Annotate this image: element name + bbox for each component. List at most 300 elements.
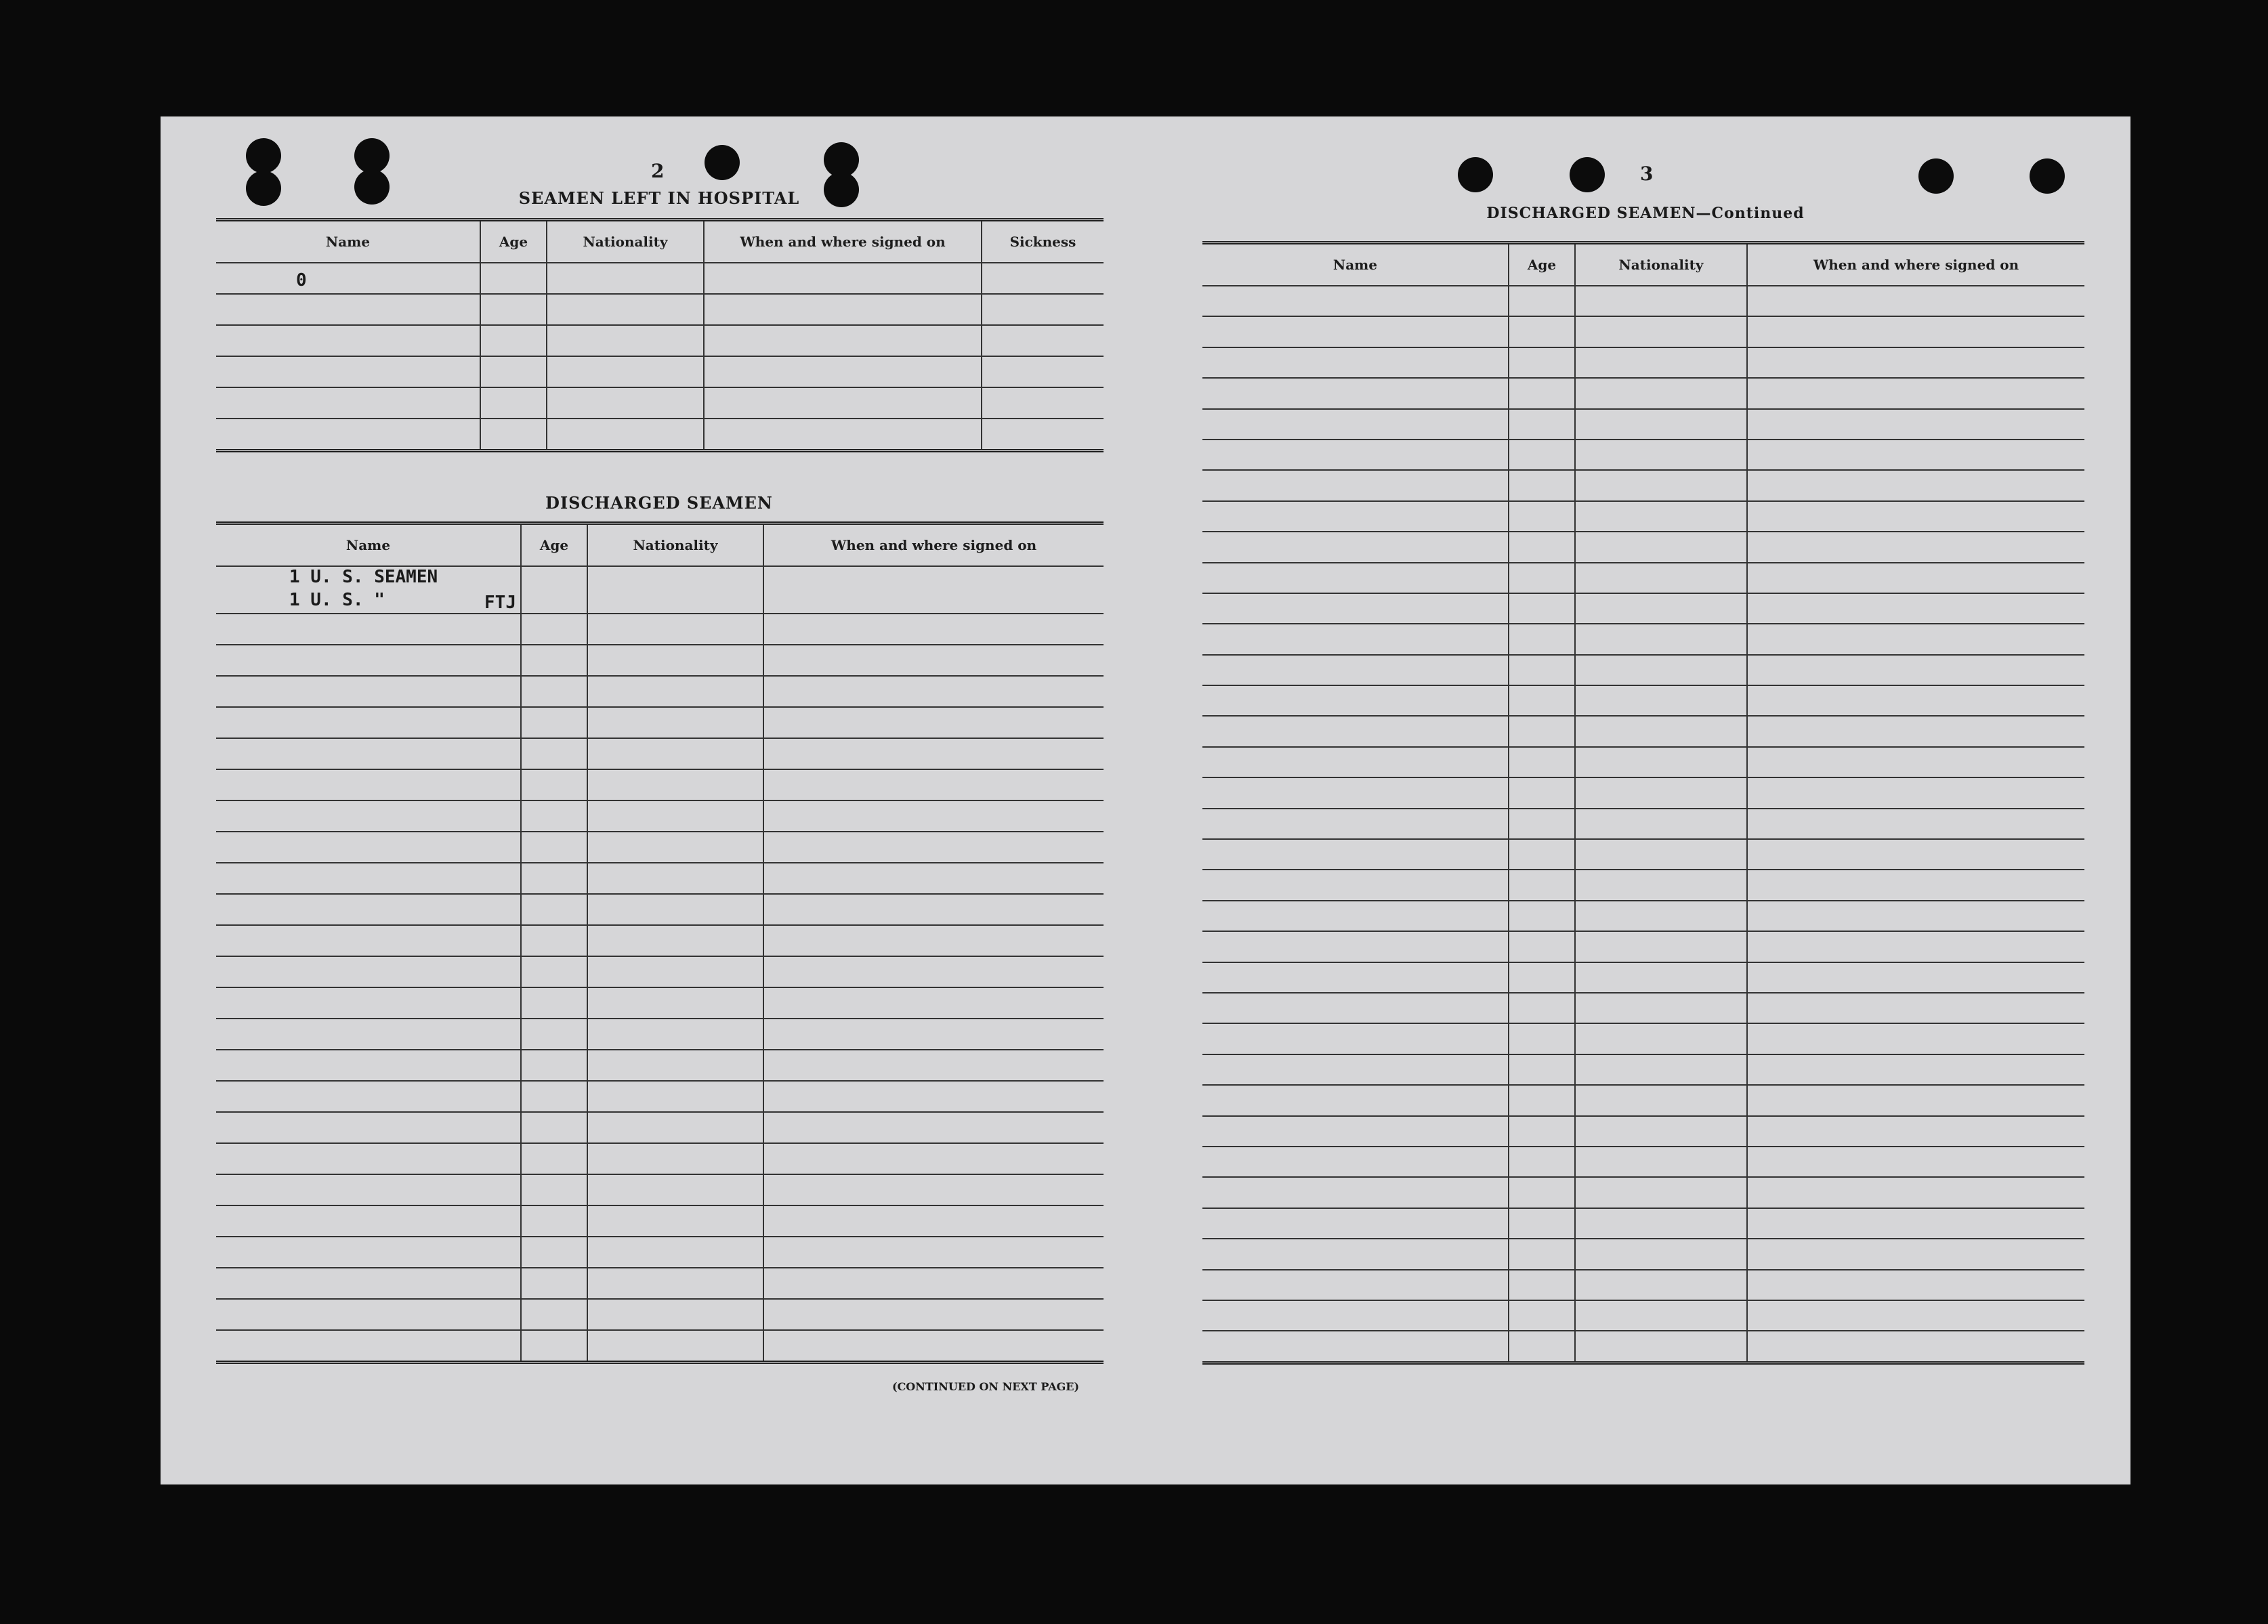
- nationality-cell: [1575, 655, 1747, 685]
- nationality-cell: [587, 1205, 763, 1237]
- table-row: [216, 676, 1104, 707]
- name-cell: [1202, 378, 1509, 408]
- nationality-cell: [1575, 1023, 1747, 1054]
- nationality-cell: [1575, 901, 1747, 931]
- nationality-cell: [587, 863, 763, 894]
- signed-on-cell: [1747, 777, 2084, 808]
- sickness-cell: [982, 263, 1104, 294]
- age-cell: [1509, 1116, 1575, 1147]
- age-cell: [521, 863, 587, 894]
- table-row: [1202, 1054, 2084, 1085]
- punch-hole: [1458, 157, 1493, 192]
- table-row: [1202, 716, 2084, 746]
- table-row: [1202, 685, 2084, 716]
- nationality-cell: [587, 925, 763, 956]
- table-row: [1202, 1147, 2084, 1177]
- signed-on-cell: [1747, 501, 2084, 532]
- discharged-continued-title: DISCHARGED SEAMEN—Continued: [1486, 205, 1805, 222]
- age-cell: [1509, 1208, 1575, 1239]
- nationality-cell: [587, 1050, 763, 1081]
- age-cell: [1509, 777, 1575, 808]
- nationality-cell: [587, 1081, 763, 1112]
- nationality-cell: [1575, 1300, 1747, 1331]
- name-cell: [1202, 1331, 1509, 1363]
- name-cell: [1202, 1023, 1509, 1054]
- age-cell: [521, 707, 587, 738]
- age-cell: [521, 769, 587, 800]
- nationality-cell: [1575, 777, 1747, 808]
- signed-on-cell: [763, 1019, 1104, 1050]
- signed-on-cell: [1747, 532, 2084, 562]
- signed-on-cell: [1747, 440, 2084, 470]
- nationality-cell: [587, 707, 763, 738]
- name-cell: [1202, 593, 1509, 624]
- column-header-nationality: Nationality: [1575, 243, 1747, 286]
- punch-hole: [705, 145, 740, 180]
- signed-on-cell: [1747, 378, 2084, 408]
- age-cell: [1509, 1023, 1575, 1054]
- nationality-cell: [587, 769, 763, 800]
- signed-on-cell: [1747, 1023, 2084, 1054]
- nationality-cell: [1575, 593, 1747, 624]
- name-cell: [1202, 839, 1509, 870]
- column-header-age: Age: [480, 220, 547, 263]
- signed-on-cell: [704, 294, 982, 325]
- age-cell: [521, 800, 587, 832]
- age-cell: [521, 1268, 587, 1299]
- hospital-section-title: SEAMEN LEFT IN HOSPITAL: [518, 188, 800, 208]
- name-cell: [1202, 1270, 1509, 1300]
- age-cell: [521, 566, 587, 590]
- name-cell: [1202, 1177, 1509, 1208]
- punch-hole: [1570, 157, 1605, 192]
- punch-hole: [824, 172, 859, 207]
- nationality-cell: [1575, 716, 1747, 746]
- nationality-cell: [1575, 685, 1747, 716]
- nationality-cell: [1575, 1054, 1747, 1085]
- table-row: [1202, 747, 2084, 777]
- age-cell: [521, 956, 587, 987]
- signed-on-cell: [763, 1143, 1104, 1174]
- name-cell: [1202, 409, 1509, 440]
- age-cell: [1509, 1177, 1575, 1208]
- age-cell: [521, 1112, 587, 1143]
- nationality-cell: [1575, 563, 1747, 593]
- signed-on-cell: [1747, 993, 2084, 1023]
- age-cell: [1509, 316, 1575, 347]
- table-row: [1202, 1177, 2084, 1208]
- table-row: [216, 263, 1104, 294]
- signed-on-cell: [1747, 716, 2084, 746]
- name-cell: [1202, 1085, 1509, 1115]
- age-cell: [1509, 1300, 1575, 1331]
- table-row: [216, 645, 1104, 676]
- name-cell: [216, 987, 521, 1019]
- age-cell: [1509, 655, 1575, 685]
- column-header-signed-on: When and where signed on: [763, 523, 1104, 567]
- signed-on-cell: [1747, 1239, 2084, 1269]
- sickness-cell: [982, 419, 1104, 451]
- age-cell: [521, 1174, 587, 1205]
- column-header-sickness: Sickness: [982, 220, 1104, 263]
- name-cell: [1202, 347, 1509, 378]
- signed-on-cell: [1747, 593, 2084, 624]
- name-cell: [216, 769, 521, 800]
- signed-on-cell: [763, 1081, 1104, 1112]
- nationality-cell: [1575, 440, 1747, 470]
- name-cell: [216, 614, 521, 645]
- age-cell: [1509, 931, 1575, 962]
- table-row: [1202, 409, 2084, 440]
- age-cell: [1509, 409, 1575, 440]
- age-cell: [1509, 901, 1575, 931]
- age-cell: [1509, 624, 1575, 654]
- age-cell: [521, 925, 587, 956]
- signed-on-cell: [763, 707, 1104, 738]
- name-cell: [1202, 747, 1509, 777]
- sickness-cell: [982, 294, 1104, 325]
- nationality-cell: [547, 387, 704, 419]
- nationality-cell: [547, 356, 704, 387]
- age-cell: [1509, 716, 1575, 746]
- column-header-age: Age: [1509, 243, 1575, 286]
- name-cell: [1202, 501, 1509, 532]
- table-row: [216, 387, 1104, 419]
- name-cell: [1202, 1300, 1509, 1331]
- table-row: [216, 1237, 1104, 1268]
- age-cell: [521, 1081, 587, 1112]
- name-cell: [216, 1112, 521, 1143]
- signed-on-cell: [1747, 1300, 2084, 1331]
- age-cell: [521, 1019, 587, 1050]
- signed-on-cell: [763, 738, 1104, 769]
- signed-on-cell: [763, 1330, 1104, 1363]
- table-row: [216, 1268, 1104, 1299]
- signed-on-cell: [763, 1050, 1104, 1081]
- name-cell: [1202, 624, 1509, 654]
- nationality-cell: [1575, 1177, 1747, 1208]
- table-row: [216, 566, 1104, 590]
- table-row: [216, 738, 1104, 769]
- hospital-table: [216, 218, 1104, 452]
- sickness-cell: [982, 356, 1104, 387]
- age-cell: [1509, 440, 1575, 470]
- name-cell: [216, 263, 480, 294]
- nationality-cell: [1575, 1331, 1747, 1363]
- signed-on-cell: [763, 800, 1104, 832]
- nationality-cell: [587, 645, 763, 676]
- name-cell: [1202, 1147, 1509, 1177]
- age-cell: [480, 387, 547, 419]
- punch-hole: [2030, 158, 2065, 194]
- name-cell-text: 1 U. S. ": [289, 590, 385, 610]
- signed-on-cell: [763, 645, 1104, 676]
- name-cell: [1202, 685, 1509, 716]
- column-header-name: Name: [216, 523, 521, 567]
- table-row: [1202, 1085, 2084, 1115]
- table-row: [216, 1019, 1104, 1050]
- name-cell: [216, 1205, 521, 1237]
- table-row: [1202, 1116, 2084, 1147]
- signed-on-cell: [1747, 962, 2084, 993]
- signed-on-cell: [704, 419, 982, 451]
- age-cell: [1509, 286, 1575, 316]
- name-cell: [1202, 563, 1509, 593]
- nationality-cell: [1575, 1147, 1747, 1177]
- name-cell: [1202, 286, 1509, 316]
- name-cell: [1202, 901, 1509, 931]
- entry-note: FTJ: [484, 593, 516, 613]
- sickness-cell: [982, 325, 1104, 356]
- signed-on-cell: [1747, 809, 2084, 839]
- table-row: [216, 1050, 1104, 1081]
- table-row: [1202, 901, 2084, 931]
- age-cell: [1509, 1331, 1575, 1363]
- name-cell: [216, 1299, 521, 1330]
- age-cell: [1509, 685, 1575, 716]
- signed-on-cell: [704, 356, 982, 387]
- table-row: [216, 325, 1104, 356]
- signed-on-cell: [763, 1112, 1104, 1143]
- table-row: [216, 1299, 1104, 1330]
- table-row: [1202, 839, 2084, 870]
- nationality-cell: [547, 419, 704, 451]
- column-header-name: Name: [1202, 243, 1509, 286]
- signed-on-cell: [1747, 901, 2084, 931]
- age-cell: [480, 325, 547, 356]
- nationality-cell: [587, 894, 763, 925]
- nationality-cell: [1575, 624, 1747, 654]
- age-cell: [1509, 501, 1575, 532]
- age-cell: [1509, 532, 1575, 562]
- age-cell: [1509, 1054, 1575, 1085]
- signed-on-cell: [1747, 870, 2084, 900]
- nationality-cell: [1575, 839, 1747, 870]
- column-header-nationality: Nationality: [547, 220, 704, 263]
- right-page-number: 3: [1640, 163, 1654, 185]
- name-cell: [216, 1237, 521, 1268]
- age-cell: [521, 894, 587, 925]
- signed-on-cell: [1747, 624, 2084, 654]
- name-cell: [216, 707, 521, 738]
- age-cell: [480, 263, 547, 294]
- name-cell-text: 1 U. S. SEAMEN: [289, 567, 438, 587]
- nationality-cell: [547, 263, 704, 294]
- nationality-cell: [587, 566, 763, 590]
- name-cell: [216, 1174, 521, 1205]
- table-row: [1202, 993, 2084, 1023]
- table-row: [1202, 624, 2084, 654]
- table-row: [216, 1143, 1104, 1174]
- signed-on-cell: [763, 956, 1104, 987]
- name-cell: [216, 419, 480, 451]
- nationality-cell: [1575, 470, 1747, 500]
- nationality-cell: [587, 956, 763, 987]
- signed-on-cell: [1747, 1116, 2084, 1147]
- continued-note: (CONTINUED ON NEXT PAGE): [892, 1380, 1080, 1393]
- table-row: [1202, 1208, 2084, 1239]
- nationality-cell: [1575, 870, 1747, 900]
- signed-on-cell: [763, 832, 1104, 863]
- table-row: [216, 832, 1104, 863]
- nationality-cell: [1575, 409, 1747, 440]
- table-row: [216, 707, 1104, 738]
- nationality-cell: [587, 1299, 763, 1330]
- table-row: [1202, 316, 2084, 347]
- table-row: [216, 894, 1104, 925]
- nationality-cell: [1575, 931, 1747, 962]
- name-cell: [216, 1019, 521, 1050]
- signed-on-cell: [1747, 1270, 2084, 1300]
- table-row: [216, 1081, 1104, 1112]
- signed-on-cell: [1747, 316, 2084, 347]
- table-row: [216, 419, 1104, 451]
- name-cell: [216, 738, 521, 769]
- name-cell: [1202, 870, 1509, 900]
- table-row: [216, 863, 1104, 894]
- age-cell: [521, 1330, 587, 1363]
- name-cell: [1202, 1208, 1509, 1239]
- nationality-cell: [1575, 1270, 1747, 1300]
- nationality-cell: [547, 294, 704, 325]
- table-row: [216, 1174, 1104, 1205]
- name-cell: [216, 1143, 521, 1174]
- table-row: [216, 590, 1104, 614]
- age-cell: [521, 614, 587, 645]
- age-cell: [521, 1237, 587, 1268]
- signed-on-cell: [1747, 839, 2084, 870]
- name-cell: [1202, 1239, 1509, 1269]
- nationality-cell: [587, 590, 763, 614]
- signed-on-cell: [763, 894, 1104, 925]
- signed-on-cell: [1747, 685, 2084, 716]
- table-row: [216, 294, 1104, 325]
- age-cell: [1509, 347, 1575, 378]
- age-cell: [521, 987, 587, 1019]
- age-cell: [1509, 378, 1575, 408]
- table-row: [216, 987, 1104, 1019]
- nationality-cell: [1575, 286, 1747, 316]
- table-row: [1202, 809, 2084, 839]
- signed-on-cell: [1747, 1085, 2084, 1115]
- table-row: [1202, 1300, 2084, 1331]
- signed-on-cell: [1747, 470, 2084, 500]
- name-cell: [216, 863, 521, 894]
- nationality-cell: [1575, 1085, 1747, 1115]
- signed-on-cell: [763, 769, 1104, 800]
- nationality-cell: [1575, 347, 1747, 378]
- age-cell: [1509, 563, 1575, 593]
- column-header-nationality: Nationality: [587, 523, 763, 567]
- sickness-cell: [982, 387, 1104, 419]
- table-row: [1202, 931, 2084, 962]
- nationality-cell: [1575, 501, 1747, 532]
- table-row: [1202, 440, 2084, 470]
- nationality-cell: [587, 832, 763, 863]
- nationality-cell: [1575, 1208, 1747, 1239]
- signed-on-cell: [1747, 286, 2084, 316]
- table-row: [216, 769, 1104, 800]
- age-cell: [1509, 1147, 1575, 1177]
- table-row: [216, 1205, 1104, 1237]
- nationality-cell: [587, 1174, 763, 1205]
- table-row: [1202, 470, 2084, 500]
- nationality-cell: [1575, 993, 1747, 1023]
- name-cell: [216, 387, 480, 419]
- name-cell: [216, 566, 521, 590]
- column-header-name: Name: [216, 220, 480, 263]
- name-cell: [1202, 993, 1509, 1023]
- name-cell: [216, 325, 480, 356]
- signed-on-cell: [1747, 563, 2084, 593]
- nationality-cell: [587, 614, 763, 645]
- age-cell: [480, 419, 547, 451]
- table-row: [216, 614, 1104, 645]
- name-cell: [1202, 1116, 1509, 1147]
- name-cell: [1202, 1054, 1509, 1085]
- age-cell: [521, 645, 587, 676]
- table-row: [216, 956, 1104, 987]
- nationality-cell: [587, 1019, 763, 1050]
- discharged-table: [216, 521, 1104, 1364]
- signed-on-cell: [704, 263, 982, 294]
- table-row: [1202, 563, 2084, 593]
- age-cell: [1509, 809, 1575, 839]
- table-row: [1202, 777, 2084, 808]
- age-cell: [480, 294, 547, 325]
- column-header-age: Age: [521, 523, 587, 567]
- table-row: [216, 925, 1104, 956]
- signed-on-cell: [763, 590, 1104, 614]
- punch-hole: [354, 169, 390, 205]
- signed-on-cell: [763, 1205, 1104, 1237]
- name-cell: [216, 294, 480, 325]
- name-cell: [216, 925, 521, 956]
- age-cell: [1509, 1085, 1575, 1115]
- age-cell: [1509, 593, 1575, 624]
- table-row: [1202, 593, 2084, 624]
- table-row: [1202, 1239, 2084, 1269]
- table-row: [1202, 378, 2084, 408]
- age-cell: [1509, 870, 1575, 900]
- age-cell: [521, 832, 587, 863]
- signed-on-cell: [1747, 1208, 2084, 1239]
- age-cell: [521, 1299, 587, 1330]
- discharged-section-title: DISCHARGED SEAMEN: [545, 493, 773, 513]
- table-header-row: [216, 523, 1104, 567]
- table-row: [1202, 655, 2084, 685]
- name-cell: [1202, 532, 1509, 562]
- signed-on-cell: [1747, 409, 2084, 440]
- age-cell: [521, 676, 587, 707]
- name-cell-text: 0: [296, 270, 307, 291]
- name-cell: [1202, 716, 1509, 746]
- table-row: [1202, 501, 2084, 532]
- signed-on-cell: [763, 1174, 1104, 1205]
- table-row: [1202, 347, 2084, 378]
- signed-on-cell: [704, 325, 982, 356]
- name-cell: [216, 832, 521, 863]
- nationality-cell: [587, 1112, 763, 1143]
- nationality-cell: [587, 1143, 763, 1174]
- age-cell: [521, 590, 587, 614]
- name-cell: [216, 676, 521, 707]
- age-cell: [480, 356, 547, 387]
- age-cell: [1509, 1239, 1575, 1269]
- nationality-cell: [587, 800, 763, 832]
- table-row: [216, 800, 1104, 832]
- left-page-number: 2: [651, 160, 665, 182]
